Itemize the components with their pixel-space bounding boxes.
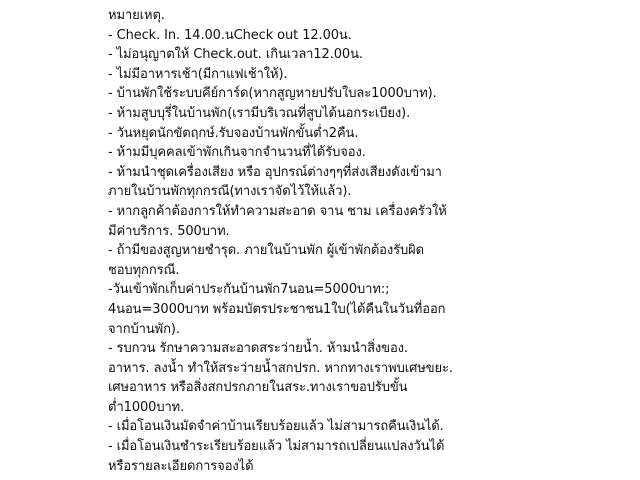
rule-line-continuation: มีค่าบริการ. 500บาท. [108,223,230,239]
house-rules-note [108,6,538,476]
rule-line: - ไม่อนุญาตให้ Check.out. เกินเวลา12.00น. [108,47,363,63]
rule-line: - ถ้ามีของสูญหายชำรุด. ภายในบ้านพัก ผู้เข้าพักต้องรับผิด [108,243,425,259]
rule-line-continuation: ภายในบ้านพักทุกกรณี(ทางเราจัดไว้ให้แล้ว). [108,184,352,200]
rule-line-continuation: ต่ำ1000บาท. [108,399,185,415]
rule-line: - เมื่อโอนเงินชำระเรียบร้อยแล้ว ไม่สามารถเปลี่ยนแปลงวันได้ [108,439,445,455]
rule-line-continuation: เศษอาหาร หรือสิ่งสกปรกภายในสระ.ทางเราขอปรับขั้น [108,380,408,396]
rule-line: - ห้ามสูบบุรี่ในบ้านพัก(เรามีบริเวณที่สูบได้นอกระเบียง). [108,105,411,121]
rule-line-continuation: อาหาร. ลงน้ำ ทำให้สระว่ายน้ำสกปรก. หากทางเราพบเศษขยะ. [108,360,453,376]
rule-line: - วันหยุดนักขัตฤกษ์.รับจองบ้านพักขั้นต่ำ2คืน. [108,125,359,141]
rule-line: - บ้านพักใช้ระบบคีย์การ์ด(หากสูญหายปรับใบละ1000บาท). [108,86,437,102]
rule-line: - Check. In. 14.00.นCheck out 12.00น. [108,27,352,43]
rule-line-continuation: 4นอน=3000บาท พร้อมบัตรประชาชน1ใบ(ได้คืนในวันที่ออก [108,301,446,317]
rule-line: - ห้ามนำชุดเครื่องเสียง หรือ อุปกรณ์ต่างๆๆที่ส่งเสียงดังเข้ามา [108,164,442,180]
rule-line: -วันเข้าพักเก็บค่าประกันบ้านพัก7นอน=5000บาท:; [108,282,390,298]
rule-line-continuation: หรือรายละเอียดการจองได้ [108,458,254,474]
rule-line-continuation: ชอบทุกกรณี. [108,262,180,278]
note-heading: หมายเหตุ. [108,8,165,23]
rule-line: - หากลูกค้าต้องการให้ทำความสะอาด จาน ชาม เครื่องครัวให้ [108,203,447,219]
rule-line-continuation: จากบ้านพัก). [108,321,180,337]
rule-line: - เมื่อโอนเงินมัดจำค่าบ้านเรียบร้อยแล้ว ไม่สามารถคืนเงินได้. [108,419,444,435]
rule-line: - รบกวน รักษาความสะอาดสระว่ายน้ำ. ห้ามนำสิ่งของ. [108,341,408,357]
rule-line: - ไม่มีอาหารเช้า(มีกาแฟเช้าให้). [108,66,288,82]
rule-line: - ห้ามมีบุคคลเข้าพักเกินจากจำนวนที่ได้รับจอง. [108,145,366,161]
